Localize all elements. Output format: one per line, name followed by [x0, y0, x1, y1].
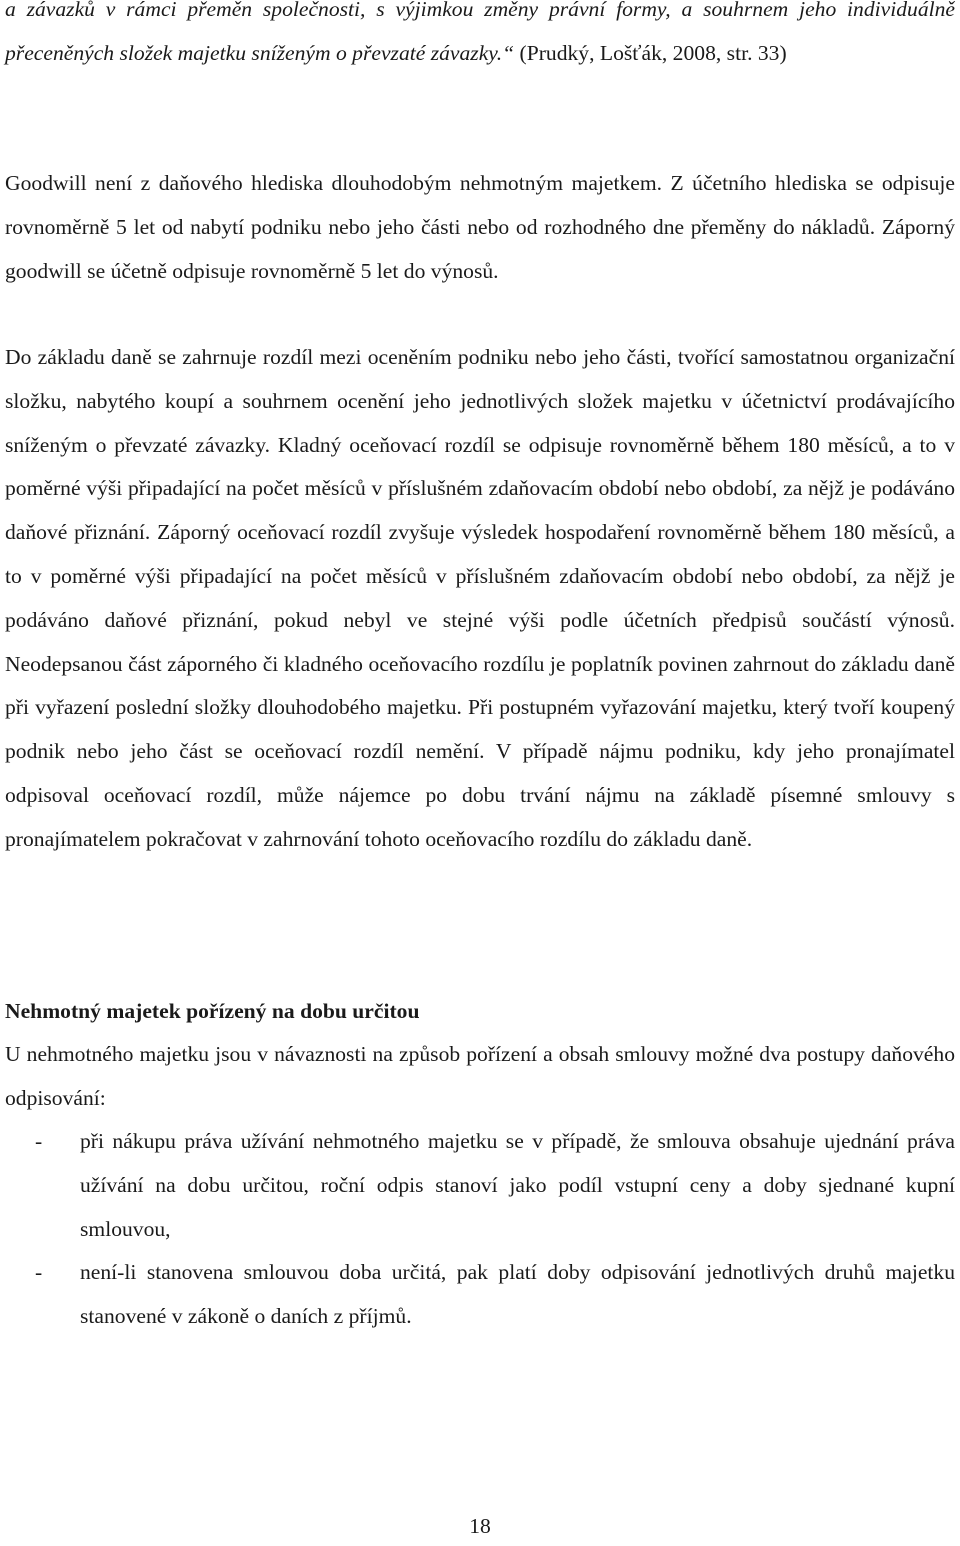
tax-base-paragraph: Do základu daně se zahrnuje rozdíl mezi oceněním podniku nebo jeho části, tvořící samostatnou organizační složku, nabytého koupí a souhrnem ocenění jeho jednotlivých složek majetku v účetnictví prodávajícího sníženým o převzaté závazky. Kladný oceňovací rozdíl se odpisuje rovnoměrně během 180 měsíců, a to v poměrné výši připadající na počet měsíců v příslušném zdaňovacím období nebo období, za nějž je podáváno daňové přiznání. Záporný oceňovací rozdíl zvyšuje výsledek hospodaření rovnoměrně během 180 měsíců, a to v poměrné výši připadající na počet měsíců v příslušném zdaňovacím období nebo období, za nějž je podáváno daňové přiznání, pokud nebyl ve stejné výši podle účetních předpisů součástí výnosů. Neodepsanou část záporného či kladného oceňovacího rozdílu je poplatník povinen zahrnout do základu daně při vyřazení poslední složky dlouhodobého majetku. Při postupném vyřazování majetku, který tvoří koupený podnik nebo jeho část se oceňovací rozdíl nemění. V případě nájmu podniku, kdy jeho pronajímatel odpisoval oceňovací rozdíl, může nájemce po dobu trvání nájmu na základě písemné smlouvy s pronajímatelem pokračovat v zahrnování tohoto oceňovacího rozdílu do základu daně. — [5, 345, 955, 851]
list-item — [5, 1251, 955, 1339]
goodwill-paragraph: Goodwill není z daňového hlediska dlouhodobým nehmotným majetkem. Z účetního hlediska se odpisuje rovnoměrně 5 let od nabytí podniku nebo jeho části nebo od rozhodného dne přeměny do nákladů. Záporný goodwill se účetně odpisuje rovnoměrně 5 let do výnosů. — [5, 171, 955, 283]
list-item — [5, 1120, 955, 1251]
section-heading: Nehmotný majetek pořízený na dobu určitou — [5, 999, 420, 1023]
list-item-text: při nákupu práva užívání nehmotného majetku se v případě, že smlouva obsahuje ujednání práva užívání na dobu určitou, roční odpis stanoví jako podíl vstupní ceny a doby sjednané kupní smlouvou, — [80, 1129, 955, 1241]
quote-paragraph — [5, 0, 955, 76]
quote-citation: (Prudký, Lošťák, 2008, str. 33) — [514, 40, 787, 65]
page-number: 18 — [469, 1514, 491, 1538]
list-marker: - — [35, 1260, 43, 1285]
list-marker: - — [35, 1129, 43, 1153]
list-item-text: není-li stanovena smlouvou doba určitá, pak platí doby odpisování jednotlivých druhů majetku stanovené v zákoně o daních z příjmů. — [80, 1260, 955, 1329]
quote-italic-text: a závazků v rámci přeměn společnosti, s výjimkou změny právní formy, a souhrnem jeho individuálně přeceněných složek majetku sníženým o převzaté závazky.“ — [5, 0, 955, 65]
intro-paragraph: U nehmotného majetku jsou v návaznosti na způsob pořízení a obsah smlouvy možné dva postupy daňového odpisování: — [5, 1042, 955, 1110]
dash-list — [5, 1120, 955, 1339]
